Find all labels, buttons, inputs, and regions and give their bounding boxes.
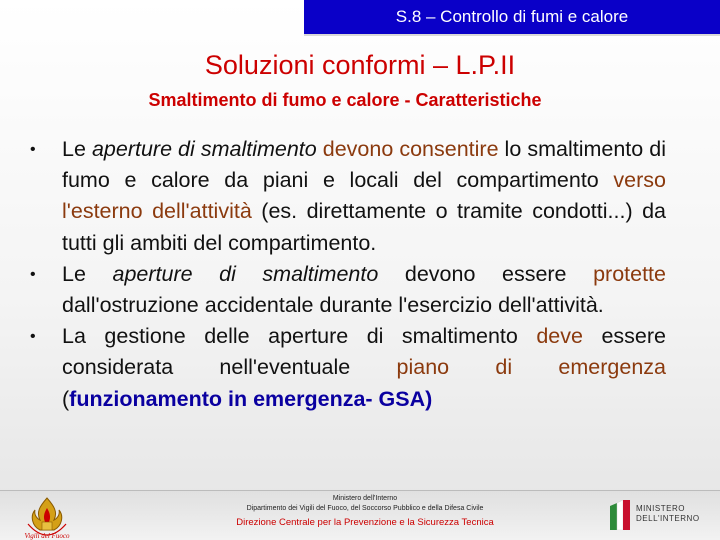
italian-flag-icon <box>610 500 630 530</box>
text-span: lo smaltimento di fumo e calore da piani e locali del compartimento <box>62 137 666 193</box>
text-span: Le <box>62 261 113 286</box>
bullet-item-2 <box>26 259 666 321</box>
section-header-bar <box>304 0 720 36</box>
bold-term: funzionamento in emergenza- GSA) <box>69 386 433 411</box>
italic-term: aperture di smaltimento <box>91 137 317 161</box>
highlighted-term: devono consentire <box>322 137 499 161</box>
footer-department: Dipartimento dei Vigili del Fuoco, del Soccorso Pubblico e della Difesa Civile <box>246 505 484 512</box>
text-span: ( <box>62 386 70 411</box>
text-span: Le <box>62 137 92 161</box>
bullet-item-1 <box>26 134 666 259</box>
highlighted-term: verso l'esterno dell'attività <box>62 168 666 224</box>
bullet-marker: • <box>30 265 36 283</box>
ministero-interno-logo-icon <box>610 498 714 534</box>
text-span: devono essere <box>378 261 594 286</box>
text-span: La gestione delle aperture di smaltimento <box>62 324 537 349</box>
highlighted-term: deve <box>536 324 583 349</box>
footer-ministry: Ministero dell'Interno <box>332 495 398 502</box>
text-span: (es. direttamente o tramite condotti...) da tutti gli ambiti del compartimento. <box>62 199 667 255</box>
svg-text:Vigili del Fuoco: Vigili del Fuoco <box>24 532 70 540</box>
ministry-logo-line2: DELL'INTERNO <box>636 514 700 523</box>
slide-subtitle: Smaltimento di fumo e calore - Caratteristiche <box>148 90 542 110</box>
section-label: S.8 – Controllo di fumi e calore <box>395 7 629 26</box>
bullet-list <box>26 134 666 415</box>
bullet-item-3 <box>26 321 666 415</box>
bullet-marker: • <box>30 328 36 346</box>
highlighted-term: piano di emergenza <box>396 355 666 380</box>
footer-direction: Direzione Centrale per la Prevenzione e la Sicurezza Tecnica <box>236 517 494 528</box>
highlighted-term: protette <box>593 261 666 286</box>
vigili-del-fuoco-emblem-icon <box>22 494 72 540</box>
bullet-marker: • <box>30 141 36 158</box>
text-span: dall'ostruzione accidentale durante l'esercizio dell'attività. <box>62 293 604 318</box>
slide-title: Soluzioni conformi – L.P.II <box>204 50 516 80</box>
ministry-logo-line1: MINISTERO <box>636 504 685 513</box>
footer-text <box>200 494 530 530</box>
italic-term: aperture di smaltimento <box>112 261 379 286</box>
ministry-logo-text <box>636 504 700 524</box>
text-span: essere considerata nell'eventuale <box>62 324 666 380</box>
